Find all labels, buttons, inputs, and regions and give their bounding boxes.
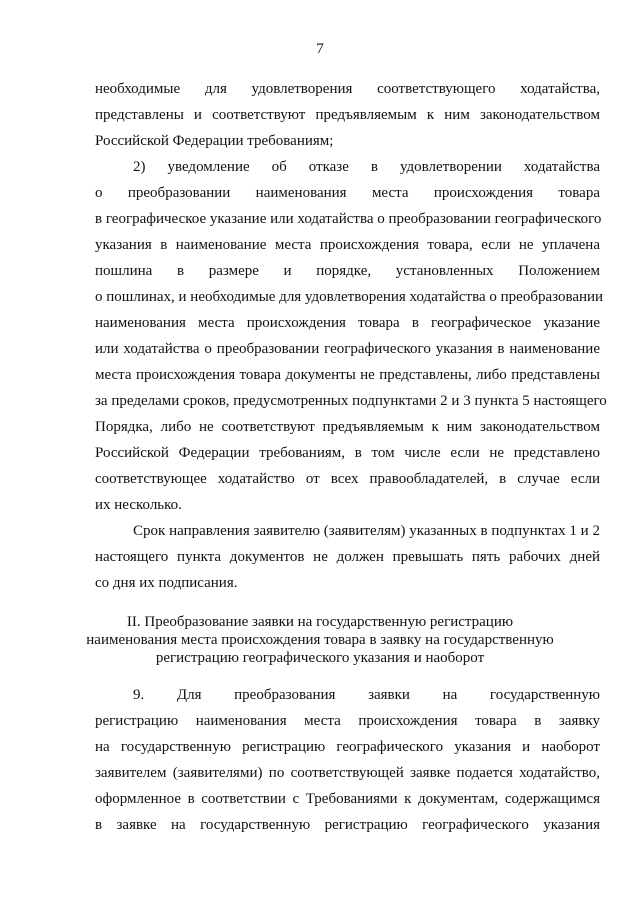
text-line: о преобразовании наименования места происхождения товара — [95, 185, 600, 201]
text-line: о пошлинах, и необходимые для удовлетворения ходатайства о преобразовании — [95, 289, 604, 305]
text-line: на государственную регистрацию географического указания и наоборот — [95, 739, 600, 755]
heading-line: регистрацию географического указания и наоборот — [155, 650, 485, 666]
text-line: соответствующее ходатайство от всех правообладателей, в случае если — [95, 471, 600, 487]
text-line: оформленное в соответствии с Требованиями к документам, содержащимся — [95, 791, 600, 807]
text-line: регистрацию наименования места происхождения товара в заявку — [95, 713, 600, 729]
text-line: или ходатайства о преобразовании географического указания в наименование — [95, 341, 600, 357]
heading-line: II. Преобразование заявки на государственную регистрацию — [126, 614, 514, 630]
heading-line: наименования места происхождения товара в заявку на государственную — [86, 632, 554, 648]
text-line: их несколько. — [95, 497, 182, 513]
text-line: Российской Федерации требованиям; — [95, 133, 334, 149]
text-line: необходимые для удовлетворения соответствующего ходатайства, — [95, 81, 600, 97]
text-line: 2) уведомление об отказе в удовлетворении ходатайства — [133, 159, 600, 175]
text-line: представлены и соответствуют предъявляемым к ним законодательством — [95, 107, 600, 123]
text-line: за пределами сроков, предусмотренных подпунктами 2 и 3 пункта 5 настоящего — [95, 393, 607, 409]
page-number: 7 — [316, 41, 324, 57]
text-line: Порядка, либо не соответствуют предъявляемым к ним законодательством — [95, 419, 600, 435]
text-line: в географическое указание или ходатайства о преобразовании географического — [95, 211, 602, 227]
text-line: настоящего пункта документов не должен превышать пять рабочих дней — [95, 549, 600, 565]
text-line: указания в наименование места происхождения товара, если не уплачена — [95, 237, 600, 253]
text-line: наименования места происхождения товара в географическое указание — [95, 315, 600, 331]
text-line: Российской Федерации требованиям, в том числе если не представлено — [95, 445, 600, 461]
text-line: пошлина в размере и порядке, установленных Положением — [95, 263, 600, 279]
text-line: в заявке на государственную регистрацию географического указания — [95, 817, 600, 833]
text-line: заявителем (заявителями) по соответствующей заявке подается ходатайство, — [95, 765, 600, 781]
text-line: Срок направления заявителю (заявителям) указанных в подпунктах 1 и 2 — [133, 523, 600, 539]
text-line: 9. Для преобразования заявки на государственную — [133, 687, 600, 703]
text-line: места происхождения товара документы не представлены, либо представлены — [95, 367, 600, 383]
text-line: со дня их подписания. — [95, 575, 238, 591]
